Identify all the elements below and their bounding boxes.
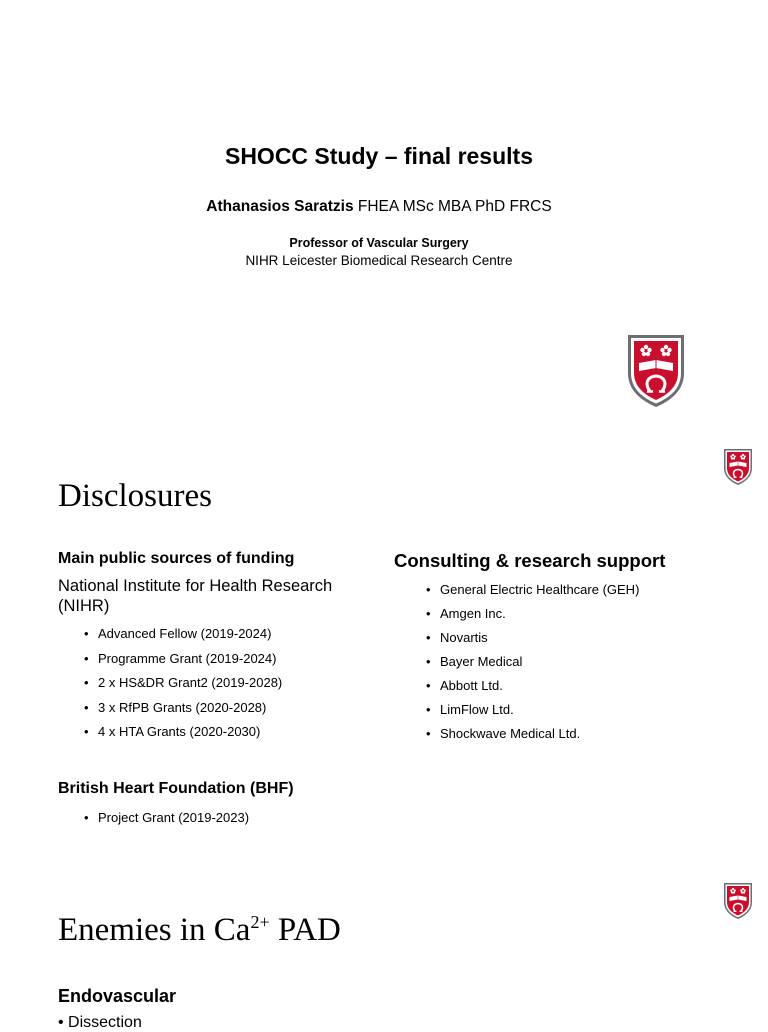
heading-suffix: PAD bbox=[269, 912, 341, 948]
list-item: • General Electric Healthcare (GEH) bbox=[426, 578, 734, 602]
list-item: • Programme Grant (2019-2024) bbox=[84, 647, 378, 672]
heading-prefix: Enemies in Ca bbox=[58, 912, 251, 948]
slide-heading bbox=[58, 912, 341, 949]
title-slide bbox=[0, 0, 768, 432]
list-item: • 4 x HTA Grants (2020-2030) bbox=[84, 720, 378, 745]
funding-column bbox=[58, 550, 378, 745]
author-name: Athanasios Saratzis bbox=[206, 198, 354, 215]
university-crest-icon bbox=[626, 333, 686, 409]
author-organisation: NIHR Leicester Biomedical Research Centre bbox=[245, 253, 513, 268]
nihr-list bbox=[58, 622, 378, 745]
list-item: • Project Grant (2019-2023) bbox=[84, 806, 378, 831]
author-line bbox=[0, 198, 758, 216]
list-item: • Bayer Medical bbox=[426, 650, 734, 674]
nihr-name: National Institute for Health Research (NIHR) bbox=[58, 577, 333, 615]
bhf-list bbox=[58, 806, 378, 831]
author-role: Professor of Vascular Surgery bbox=[289, 236, 469, 250]
slide-heading: Disclosures bbox=[58, 478, 212, 514]
consulting-list bbox=[394, 578, 734, 746]
list-item: • Amgen Inc. bbox=[426, 602, 734, 626]
author-credentials: FHEA MSc MBA PhD FRCS bbox=[353, 198, 552, 215]
presentation-title: SHOCC Study – final results bbox=[224, 143, 533, 169]
consulting-column bbox=[394, 550, 734, 746]
bhf-heading: British Heart Foundation (BHF) bbox=[58, 780, 294, 797]
list-item: • Advanced Fellow (2019-2024) bbox=[84, 622, 378, 647]
list-item: • LimFlow Ltd. bbox=[426, 698, 734, 722]
list-item: • Abbott Ltd. bbox=[426, 674, 734, 698]
list-item: • Shockwave Medical Ltd. bbox=[426, 722, 734, 746]
list-item: • 2 x HS&DR Grant2 (2019-2028) bbox=[84, 671, 378, 696]
university-crest-icon bbox=[723, 448, 753, 486]
university-crest-icon bbox=[723, 882, 753, 920]
list-item: • 3 x RfPB Grants (2020-2028) bbox=[84, 696, 378, 721]
endovascular-heading: Endovascular bbox=[58, 986, 177, 1006]
list-item: • Dissection bbox=[58, 1014, 142, 1031]
heading-superscript: 2+ bbox=[250, 912, 270, 932]
bhf-block bbox=[58, 780, 378, 831]
disclosures-slide bbox=[0, 436, 768, 868]
consulting-heading: Consulting & research support bbox=[394, 550, 666, 571]
list-item: • Novartis bbox=[426, 626, 734, 650]
enemies-slide bbox=[0, 872, 768, 1031]
funding-heading: Main public sources of funding bbox=[58, 550, 295, 567]
